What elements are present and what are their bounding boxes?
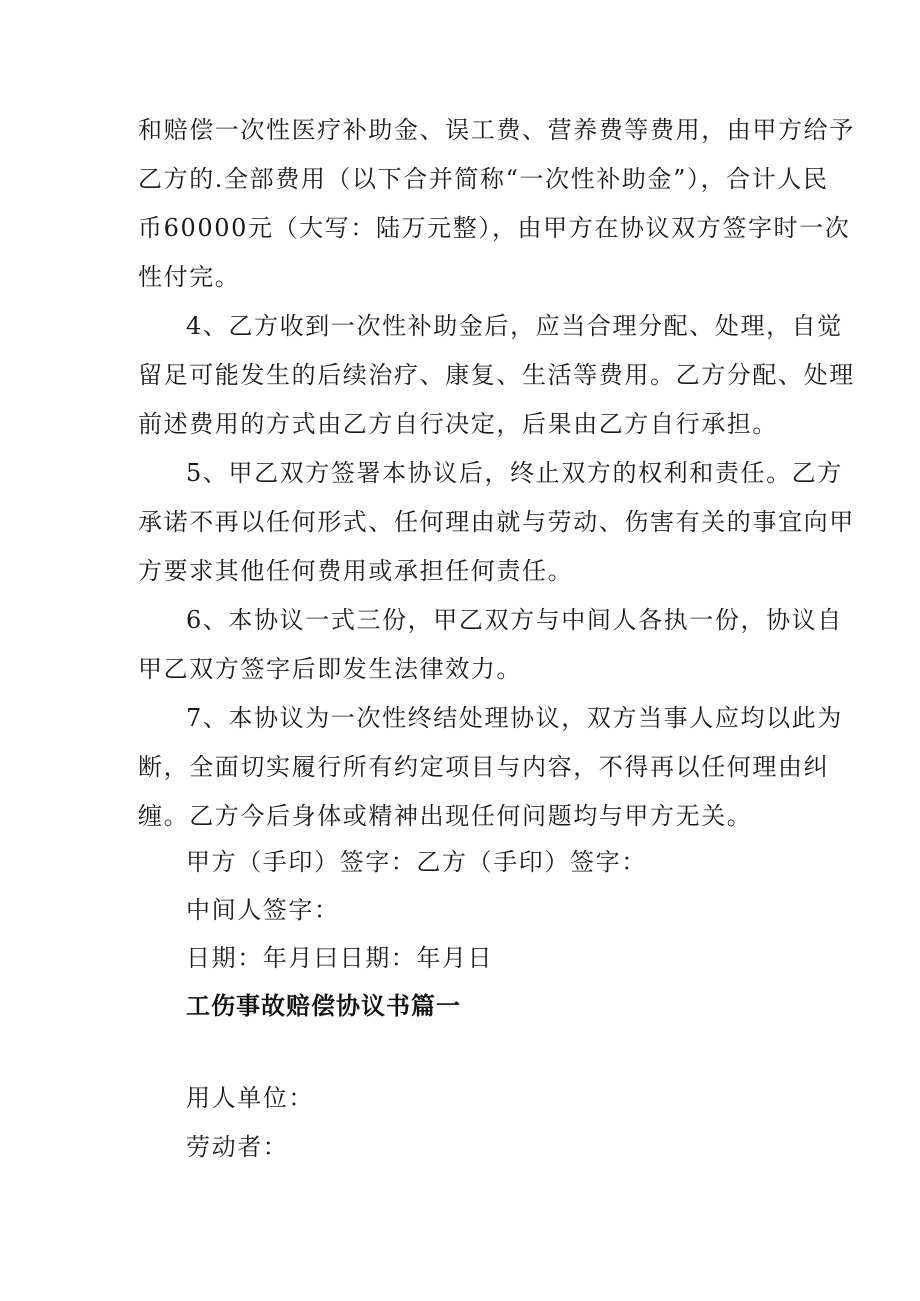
section-title: 工伤事故赔偿协议书篇一 <box>186 992 461 1020</box>
worker-label: 劳动者： <box>186 1133 289 1161</box>
paragraph-5-line-2: 承诺不再以任何形式、任何理由就与劳动、伤害有关的事宜向甲 <box>138 508 855 536</box>
paragraph-7-line-3: 缠。乙方今后身体或精神出现任何问题均与甲方无关。 <box>138 802 753 830</box>
employer-label: 用人单位： <box>186 1084 314 1112</box>
paragraph-4-line-3: 前述费用的方式由乙方自行决定，后果由乙方自行承担。 <box>138 410 778 438</box>
paragraph-3-line-1: 和赔偿一次性医疗补助金、误工费、营养费等费用，由甲方给予 <box>138 116 855 144</box>
middleman-signature-line: 中间人签字： <box>186 896 340 924</box>
paragraph-4-line-2: 留足可能发生的后续治疗、康复、生活等费用。乙方分配、处理 <box>138 361 855 389</box>
signature-line: 甲方（手印）签字：乙方（手印）签字： <box>186 848 647 876</box>
paragraph-3-line-3: 币60000元（大写：陆万元整），由甲方在协议双方签字时一次 <box>138 214 851 242</box>
paragraph-6-line-2: 甲乙双方签字后即发生法律效力。 <box>138 655 522 683</box>
paragraph-7-line-2: 断，全面切实履行所有约定项目与内容，不得再以任何理由纠 <box>138 753 830 781</box>
paragraph-3-line-4: 性付完。 <box>138 263 241 291</box>
paragraph-4-line-1: 4、乙方收到一次性补助金后，应当合理分配、处理，自觉 <box>186 312 843 340</box>
date-line: 日期：年月曰日期：年月日 <box>186 944 494 972</box>
paragraph-5-line-3: 方要求其他任何费用或承担任何责任。 <box>138 557 574 585</box>
paragraph-3-line-2: 乙方的.全部费用（以下合并简称“一次性补助金”），合计人民 <box>138 165 829 193</box>
paragraph-6-line-1: 6、本协议一式三份，甲乙双方与中间人各执一份，协议自 <box>186 606 843 634</box>
paragraph-7-line-1: 7、本协议为一次性终结处理协议，双方当事人应均以此为 <box>186 704 843 732</box>
paragraph-5-line-1: 5、甲乙双方签署本协议后，终止双方的权利和责任。乙方 <box>186 459 843 487</box>
